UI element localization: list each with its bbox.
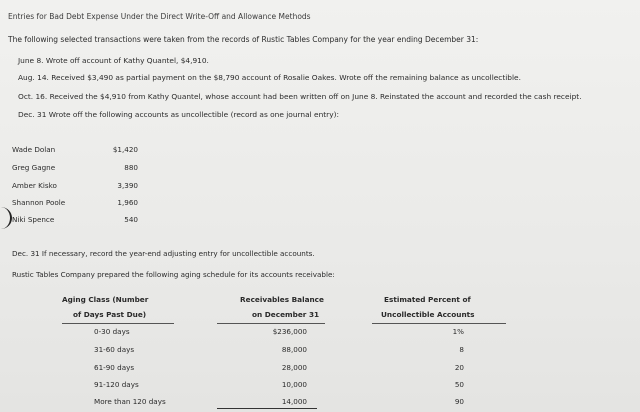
binder-bracket-mark: [0, 207, 12, 229]
writeoff-amount: 1,960: [117, 198, 138, 207]
writeoff-amount: 3,390: [117, 181, 138, 190]
writeoff-name: Greg Gagne: [12, 163, 56, 172]
receivables-cell: 28,000: [281, 363, 307, 372]
writeoff-name: Wade Dolan: [12, 145, 56, 154]
percent-cell: 90: [454, 397, 464, 406]
header-rule: [372, 323, 506, 324]
problem-title: Entries for Bad Debt Expense Under the Direct Write-Off and Allowance Methods: [8, 12, 311, 21]
percent-cell: 8: [459, 345, 464, 354]
writeoff-name: Niki Spence: [12, 215, 55, 224]
col-receivables-header: on December 31: [252, 310, 320, 319]
writeoff-name: Shannon Poole: [12, 198, 66, 207]
total-underline: [217, 408, 317, 409]
aging-class-cell: 91-120 days: [94, 380, 139, 389]
aging-class-cell: 31-60 days: [94, 345, 135, 354]
writeoff-amount: $1,420: [112, 145, 138, 154]
writeoff-name: Amber Kisko: [12, 181, 57, 190]
percent-cell: 20: [454, 363, 464, 372]
receivables-cell: 14,000: [281, 397, 307, 406]
receivables-cell: 10,000: [281, 380, 307, 389]
aging-class-cell: More than 120 days: [94, 397, 166, 406]
transaction-june-8: June 8. Wrote off account of Kathy Quantel, $4,910.: [18, 56, 209, 65]
percent-cell: 50: [454, 380, 464, 389]
transaction-dec-31: Dec. 31 Wrote off the following accounts as uncollectible (record as one journal entry):: [18, 110, 339, 119]
aging-class-cell: 61-90 days: [94, 363, 135, 372]
receivables-cell: 88,000: [281, 345, 307, 354]
receivables-cell: $236,000: [272, 327, 307, 336]
col-aging-class-header: Aging Class (Number: [62, 295, 149, 304]
writeoff-amount: 880: [124, 163, 138, 172]
transaction-aug-14: Aug. 14. Received $3,490 as partial payment on the $8,790 account of Rosalie Oakes. Wrote off the remaining balance as uncollectible.: [18, 73, 521, 82]
intro-text: The following selected transactions were taken from the records of Rustic Tables Company for the year ending December 31:: [8, 35, 479, 44]
adjusting-entry-instruction: Dec. 31 If necessary, record the year-end adjusting entry for uncollectible accounts.: [12, 249, 315, 258]
col-receivables-header: Receivables Balance: [240, 295, 324, 304]
col-aging-class-header: of Days Past Due): [73, 310, 147, 319]
header-rule: [217, 323, 325, 324]
aging-class-cell: 0-30 days: [94, 327, 130, 336]
transaction-oct-16: Oct. 16. Received the $4,910 from Kathy Quantel, whose account had been written off on June 8. Reinstated the account and recorded the cash receipt.: [18, 92, 582, 101]
writeoff-amount: 540: [124, 215, 138, 224]
percent-cell: 1%: [452, 327, 464, 336]
aging-schedule-intro: Rustic Tables Company prepared the following aging schedule for its accounts receivable:: [12, 270, 335, 279]
header-rule: [62, 323, 174, 324]
col-percent-header: Uncollectible Accounts: [381, 310, 475, 319]
col-percent-header: Estimated Percent of: [384, 295, 471, 304]
